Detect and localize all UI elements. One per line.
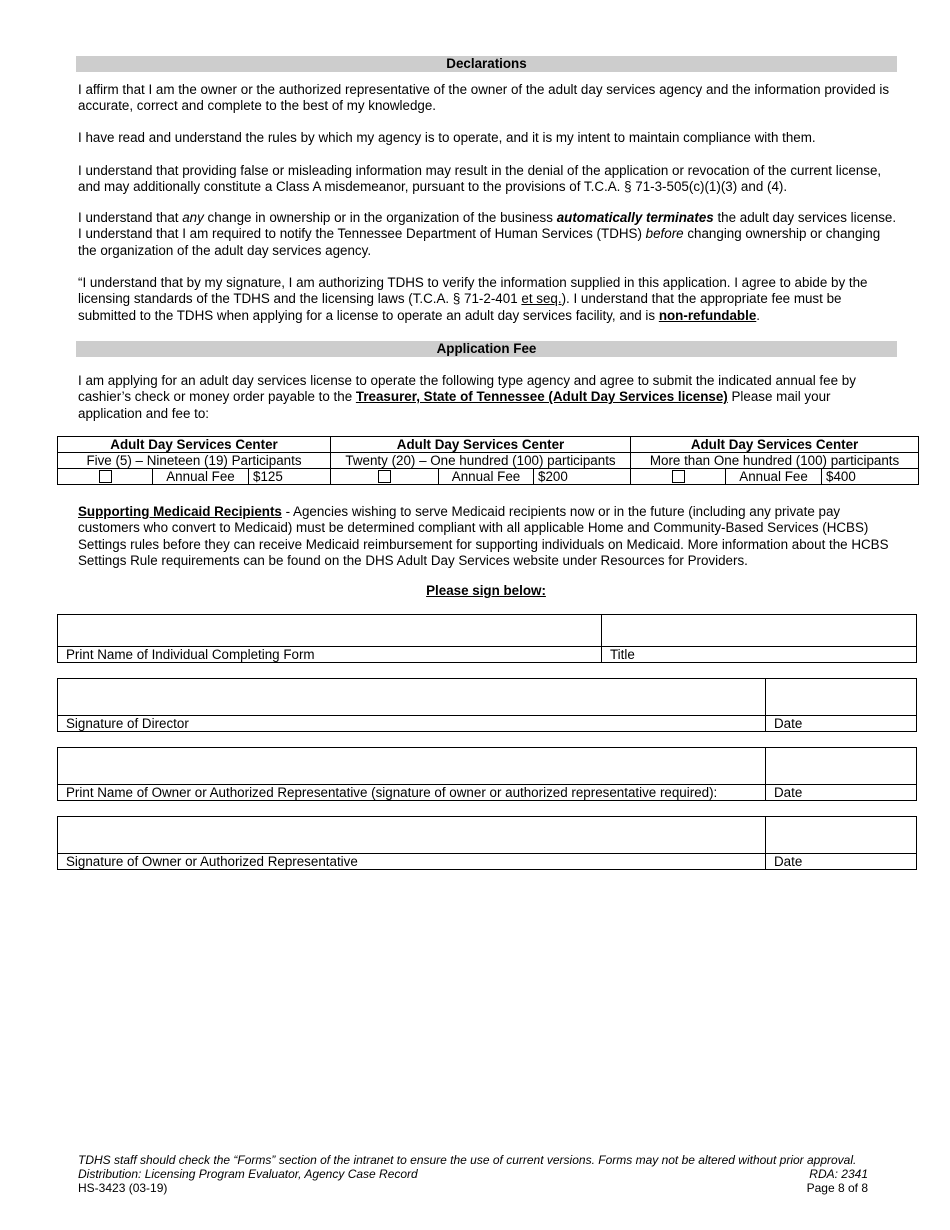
fee-table-fee-row xyxy=(58,469,919,485)
fee-large-checkbox[interactable] xyxy=(672,470,685,483)
fee-label: Annual Fee xyxy=(439,469,534,485)
fee-range: Five (5) – Nineteen (19) Participants xyxy=(58,453,331,469)
declaration-rules: I have read and understand the rules by which my agency is to operate, and it is my intent to maintain compliance with them. xyxy=(78,130,816,145)
owner-signature-date-input-area[interactable] xyxy=(766,817,916,853)
signature-box-owner-signature xyxy=(57,816,917,870)
signature-box-print-name xyxy=(57,614,917,663)
footer-distribution: Distribution: Licensing Program Evaluator, Agency Case Record RDA: 2341 xyxy=(78,1167,868,1181)
title-label: Title xyxy=(610,647,635,662)
medicaid-paragraph: Supporting Medicaid Recipients - Agencies wishing to serve Medicaid recipients now or in the future (including any private pay customers who convert to Medicaid) must be determined compliant with all applicable Home and Community-Based Services (HCBS) Settings rules before they can receive Medicaid reimbursement for supporting individuals on Medicaid. More information about the HCBS Settings Rule requirements can be found on the DHS Adult Day Services website under Resources for Providers. xyxy=(78,504,889,568)
medicaid-title: Supporting Medicaid Recipients xyxy=(78,504,282,519)
owner-signature-label: Signature of Owner or Authorized Representative xyxy=(66,854,358,869)
fee-amount: $200 xyxy=(534,469,631,485)
fee-amount: $400 xyxy=(822,469,919,485)
fee-medium-checkbox-cell[interactable] xyxy=(331,469,439,485)
fee-range: Twenty (20) – One hundred (100) participants xyxy=(331,453,631,469)
footer-page-number: Page 8 of 8 xyxy=(806,1181,868,1195)
owner-print-name-input-area[interactable] xyxy=(58,748,765,784)
print-name-input-area[interactable] xyxy=(58,615,601,646)
fee-label: Annual Fee xyxy=(153,469,249,485)
fee-table-range-row xyxy=(58,453,919,469)
fee-label: Annual Fee xyxy=(726,469,822,485)
declarations-heading: Declarations xyxy=(76,56,897,72)
print-name-label: Print Name of Individual Completing Form xyxy=(66,647,315,662)
sign-below-heading: Please sign below: xyxy=(426,583,546,598)
footer-form-id: HS-3423 (03-19) Page 8 of 8 xyxy=(78,1181,868,1195)
application-fee-intro: I am applying for an adult day services license to operate the following type agency and agree to submit the indicated annual fee by cashier’s check or money order payable to the Treasurer, State of Tennessee (Adult Day Services license) Please mail your application and fee to: xyxy=(78,373,856,421)
fee-col-header: Adult Day Services Center xyxy=(58,437,331,453)
fee-small-checkbox-cell[interactable] xyxy=(58,469,153,485)
director-signature-label: Signature of Director xyxy=(66,716,189,731)
director-signature-input-area[interactable] xyxy=(58,679,765,715)
declaration-affirm: I affirm that I am the owner or the authorized representative of the owner of the adult day services agency and the information provided is accurate, correct and complete to the best of my knowledge. xyxy=(78,82,890,114)
signature-box-director xyxy=(57,678,917,732)
owner-signature-input-area[interactable] xyxy=(58,817,765,853)
fee-col-header: Adult Day Services Center xyxy=(331,437,631,453)
declaration-false-info: I understand that providing false or misleading information may result in the denial of the application or revocation of the current license, and may additionally constitute a Class A misdemeanor, pursuant to the provisions of T.C.A. § 71-3-505(c)(1)(3) and (4). xyxy=(78,163,882,195)
title-input-area[interactable] xyxy=(602,615,916,646)
fee-large-checkbox-cell[interactable] xyxy=(631,469,726,485)
fee-col-header: Adult Day Services Center xyxy=(631,437,919,453)
owner-signature-date-label: Date xyxy=(774,854,803,869)
fee-amount: $125 xyxy=(249,469,331,485)
fee-range: More than One hundred (100) participants xyxy=(631,453,919,469)
fee-table-header-row xyxy=(58,437,919,453)
director-date-label: Date xyxy=(774,716,803,731)
signature-box-owner-print xyxy=(57,747,917,801)
declaration-authorization: “I understand that by my signature, I am authorizing TDHS to verify the information supplied in this application. I agree to abide by the licensing standards of the TDHS and the licensing laws (T.C.A. § 71-2-401 et seq.). I understand that the appropriate fee must be submitted to the TDHS when applying for a license to operate an adult day services facility, and is non-refundable. xyxy=(78,275,868,323)
application-fee-heading: Application Fee xyxy=(76,341,897,357)
fee-small-checkbox[interactable] xyxy=(99,470,112,483)
fee-medium-checkbox[interactable] xyxy=(378,470,391,483)
owner-print-date-input-area[interactable] xyxy=(766,748,916,784)
footer-notice: TDHS staff should check the “Forms” section of the intranet to ensure the use of current versions. Forms may not be altered without prior approval. xyxy=(78,1153,857,1167)
owner-print-date-label: Date xyxy=(774,785,803,800)
declaration-ownership-change: I understand that any change in ownership or in the organization of the business automatically terminates the adult day services license. I understand that I am required to notify the Tennessee Department of Human Services (TDHS) before changing ownership or changing the organization of the adult day services agency. xyxy=(78,210,897,258)
director-date-input-area[interactable] xyxy=(766,679,916,715)
footer-rda: RDA: 2341 xyxy=(809,1167,868,1181)
owner-print-name-label: Print Name of Owner or Authorized Representative (signature of owner or authorized representative required): xyxy=(66,785,718,800)
fee-table xyxy=(57,436,919,485)
